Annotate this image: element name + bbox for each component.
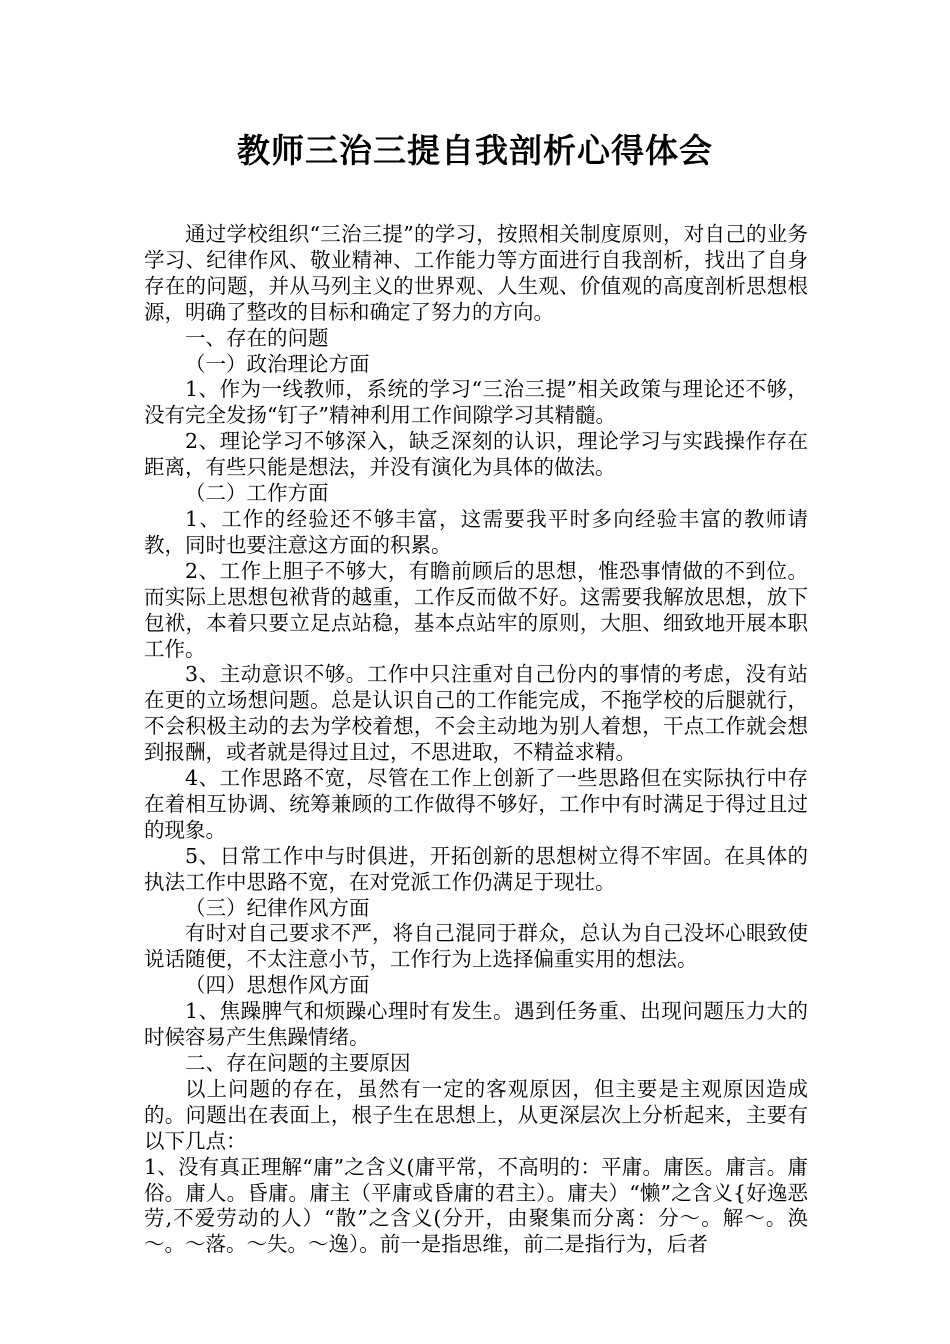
paragraph: 2、理论学习不够深入，缺乏深刻的认识，理论学习与实践操作存在距离，有些只能是想法，并没有演化为具体的做法。 [144,429,808,480]
paragraph: （四）思想作风方面 [185,973,370,998]
paragraph: 有时对自己要求不严，将自己混同于群众，总认为自己没坏心眼致使说话随便，不太注意小节，工作行为上选择偏重实用的想法。 [144,921,808,972]
paragraph: 以上问题的存在，虽然有一定的客观原因，但主要是主观原因造成的。问题出在表面上，根子生在思想上，从更深层次上分析起来，主要有以下几点： [144,1076,808,1153]
paragraph: 2、工作上胆子不够大，有瞻前顾后的思想，惟恐事情做的不到位。而实际上思想包袱背的越重，工作反而做不好。这需要我解放思想，放下包袱，本着只要立足点站稳，基本点站牢的原则，大胆、细致地开展本职工作。 [144,558,808,661]
paragraph: 4、工作思路不宽，尽管在工作上创新了一些思路但在实际执行中存在着相互协调、统筹兼顾的工作做得不够好，工作中有时满足于得过且过的现象。 [144,766,808,842]
paragraph: 1、作为一线教师，系统的学习“三治三提”相关政策与理论还不够，没有完全发扬“钉子”精神利用工作间隙学习其精髓。 [144,377,808,428]
paragraph: （一）政治理论方面 [185,351,370,376]
paragraph: （二）工作方面 [185,481,329,506]
paragraph: 5、日常工作中与时俱进，开拓创新的思想树立得不牢固。在具体的执法工作中思路不宽，在对党派工作仍满足于现壮。 [144,843,808,894]
paragraph: 1、没有真正理解“庸”之含义(庸平常，不高明的：平庸。庸医。庸言。庸俗。庸人。昏庸。庸主（平庸或昏庸的君主）。庸夫）“懒”之含义{好逸恶劳,不爱劳动的人）“散”之含义(分开，由聚集而分离：分～。解～。涣～。～落。～失。～逸）。前一是指思维，前二是指行为，后者 [144,1154,808,1257]
document-body [144,222,808,1258]
paragraph: 3、主动意识不够。工作中只注重对自己份内的事情的考虑，没有站在更的立场想问题。总是认识自己的工作能完成，不拖学校的后腿就行，不会积极主动的去为学校着想，不会主动地为别人着想，干点工作就会想到报酬，或者就是得过且过，不思进取，不精益求精。 [144,662,808,765]
paragraph: （三）纪律作风方面 [185,895,370,920]
paragraph: 1、焦躁脾气和烦躁心理时有发生。遇到任务重、出现问题压力大的时候容易产生焦躁情绪。 [144,999,808,1050]
document-title: 教师三治三提自我剖析心得体会 [237,131,713,170]
paragraph: 一、存在的问题 [185,325,329,350]
paragraph: 通过学校组织“三治三提”的学习，按照相关制度原则，对自己的业务学习、纪律作风、敬业精神、工作能力等方面进行自我剖析，找出了自身存在的问题，并从马列主义的世界观、人生观、价值观的高度剖析思想根源，明确了整改的目标和确定了努力的方向。 [144,222,808,324]
paragraph: 二、存在问题的主要原因 [185,1051,411,1075]
paragraph: 1、工作的经验还不够丰富，这需要我平时多向经验丰富的教师请教，同时也要注意这方面的积累。 [144,506,808,557]
